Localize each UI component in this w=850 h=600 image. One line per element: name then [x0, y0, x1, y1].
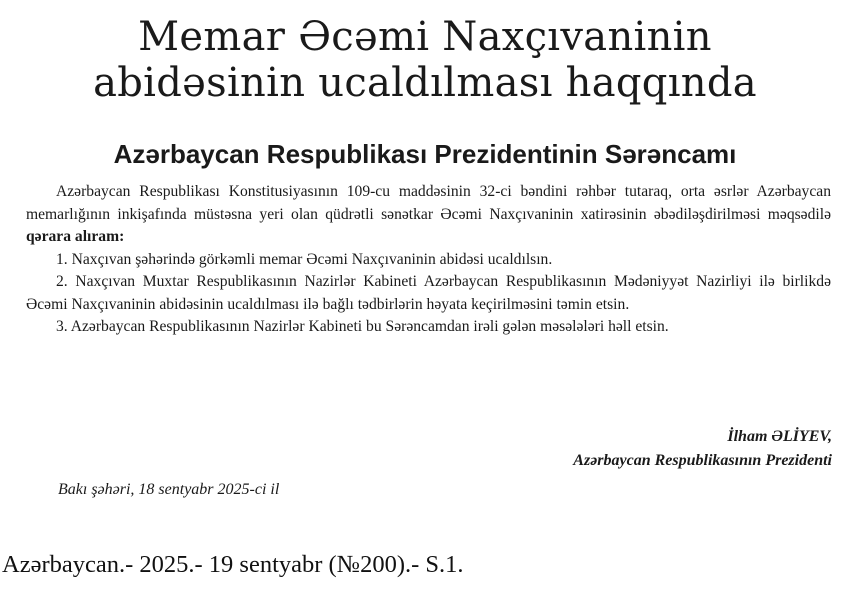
decree-item-3: 3. Azərbaycan Respublikasının Nazirlər Kabineti bu Sərəncamdan irəli gələn məsələləri həll etsin.	[56, 318, 669, 335]
signature-name: İlham ƏLİYEV,	[727, 428, 832, 445]
place-date: Bakı şəhəri, 18 sentyabr 2025-ci il	[58, 481, 280, 498]
source-citation: Azərbaycan.- 2025.- 19 sentyabr (№200).- S.1.	[2, 551, 464, 578]
title-line-2: abidəsinin ucaldılması haqqında	[93, 60, 757, 106]
signature-block	[573, 425, 832, 473]
preamble-paragraph	[26, 181, 831, 249]
preamble-text: Azərbaycan Respublikası Konstitusiyasının 109-cu maddəsinin 32-ci bəndini rəhbər tutaraq, orta əsrlər Azərbaycan memarlığının inkişafında müstəsna yeri olan qüdrətli sənətkar Əcəmi Naxçıvaninin xatirəsinin əbədiləşdirilməsi məqsədilə	[26, 183, 831, 223]
title-line-1: Memar Əcəmi Naxçıvaninin	[138, 14, 712, 60]
decree-item-2: 2. Naxçıvan Muxtar Respublikasının Nazirlər Kabineti Azərbaycan Respublikasının Mədəniyyət Nazirliyi ilə birlikdə Əcəmi Naxçıvaninin abidəsinin ucaldılması ilə bağlı tədbirlərin həyata keçirilməsini təmin etsin.	[26, 273, 831, 313]
document-title	[0, 14, 850, 106]
document-subtitle: Azərbaycan Respublikası Prezidentinin Sərəncamı	[113, 139, 737, 169]
signature-title: Azərbaycan Respublikasının Prezidenti	[573, 452, 832, 469]
decision-phrase: qərara alıram:	[26, 228, 125, 245]
decree-body	[26, 181, 831, 339]
decree-item-1: 1. Naxçıvan şəhərində görkəmli memar Əcəmi Naxçıvaninin abidəsi ucaldılsın.	[56, 250, 553, 268]
